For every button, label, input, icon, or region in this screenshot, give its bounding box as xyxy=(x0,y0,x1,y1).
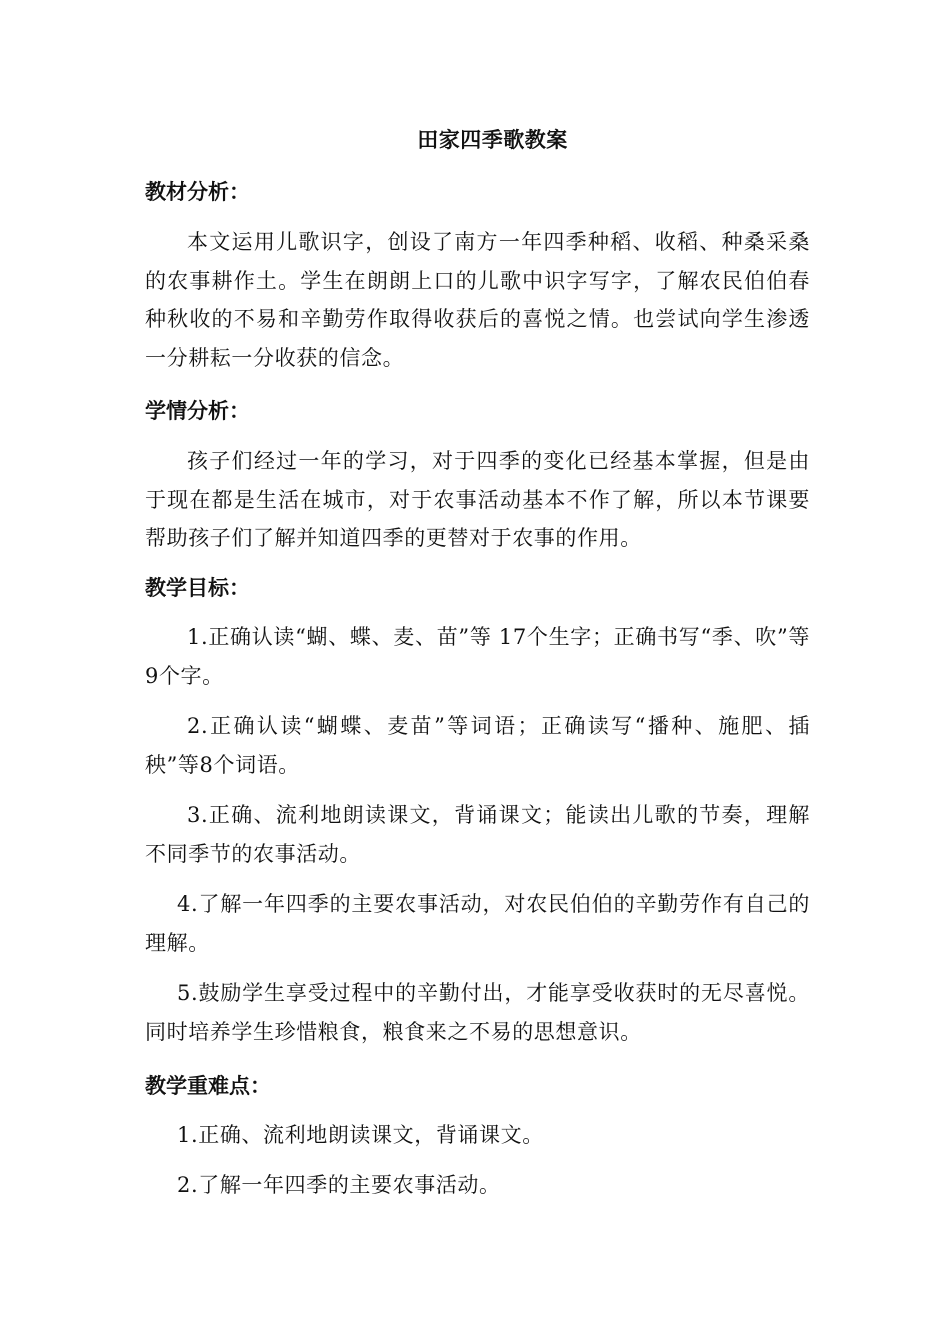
teaching-goal-item: 4.了解一年四季的主要农事活动，对农民伯伯的辛勤劳作有自己的理解。 xyxy=(145,892,810,955)
key-point-item: 1.正确、流利地朗读课文，背诵课文。 xyxy=(177,1123,544,1147)
material-analysis-text: 本文运用儿歌识字，创设了南方一年四季种稻、收稻、种桑采桑的农事耕作土。学生在朗朗上口的儿歌中识字写字，了解农民伯伯春种秋收的不易和辛勤劳作取得收获后的喜悦之情。也尝试向学生渗透一分耕耘一分收获的信念。 xyxy=(145,230,810,370)
teaching-goal-item: 1.正确认读“蝴、蝶、麦、苗”等 17个生字；正确书写“季、吹”等9个字。 xyxy=(145,625,810,688)
key-point-item: 2.了解一年四季的主要农事活动。 xyxy=(177,1173,501,1197)
teaching-goals-heading: 教学目标： xyxy=(145,576,250,600)
key-points-heading: 教学重难点： xyxy=(145,1074,271,1098)
teaching-goal-item: 5.鼓励学生享受过程中的辛勤付出，才能享受收获时的无尽喜悦。同时培养学生珍惜粮食，粮食来之不易的思想意识。 xyxy=(145,981,810,1044)
teaching-goal-item: 2.正确认读“蝴蝶、麦苗”等词语；正确读写“播种、施肥、插秧”等8个词语。 xyxy=(145,714,810,777)
document-title: 田家四季歌教案 xyxy=(417,128,568,152)
student-analysis-text: 孩子们经过一年的学习，对于四季的变化已经基本掌握，但是由于现在都是生活在城市，对于农事活动基本不作了解，所以本节课要帮助孩子们了解并知道四季的更替对于农事的作用。 xyxy=(145,449,810,550)
material-analysis-heading: 教材分析： xyxy=(145,180,250,204)
student-analysis-heading: 学情分析： xyxy=(145,399,250,423)
teaching-goal-item: 3.正确、流利地朗读课文，背诵课文；能读出儿歌的节奏，理解不同季节的农事活动。 xyxy=(145,803,810,866)
